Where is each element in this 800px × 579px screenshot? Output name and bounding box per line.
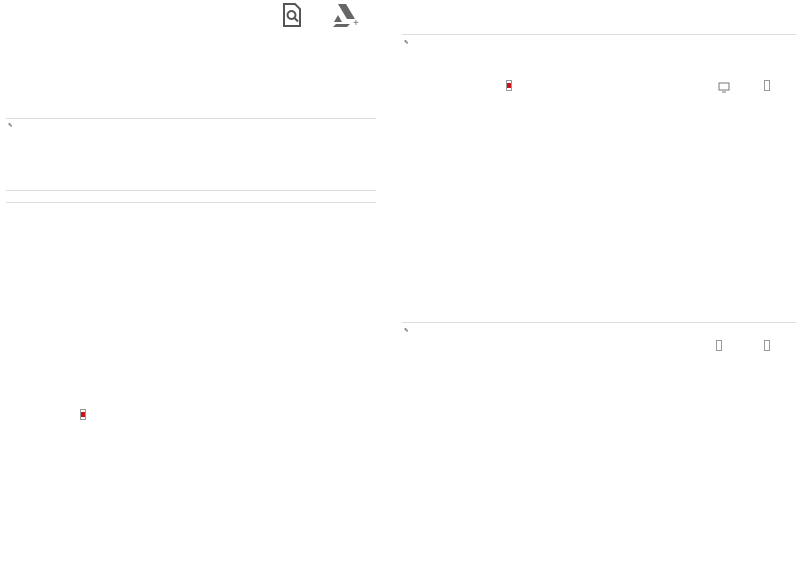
pet-icon: ✎ [8, 123, 13, 129]
chemistry-panel [398, 0, 800, 290]
chemistry-table [398, 127, 800, 287]
drive-add-icon[interactable] [330, 2, 364, 28]
monitor-icon [718, 80, 730, 98]
hematology-continued-panel [398, 292, 800, 579]
hematology-marker [80, 409, 86, 420]
pet-icon: ✎ [404, 328, 409, 334]
hematology-table [0, 452, 390, 572]
hematology-continued-table [398, 377, 800, 577]
chemistry-marker [506, 80, 512, 91]
pet-icon: ✎ [404, 40, 409, 46]
history-marker [764, 80, 770, 91]
svg-text:+: + [353, 18, 359, 29]
top-bar [0, 0, 390, 70]
left-report-panel [0, 72, 390, 579]
search-doc-icon[interactable] [280, 2, 306, 28]
history-marker [764, 340, 770, 351]
history-marker [716, 340, 722, 351]
